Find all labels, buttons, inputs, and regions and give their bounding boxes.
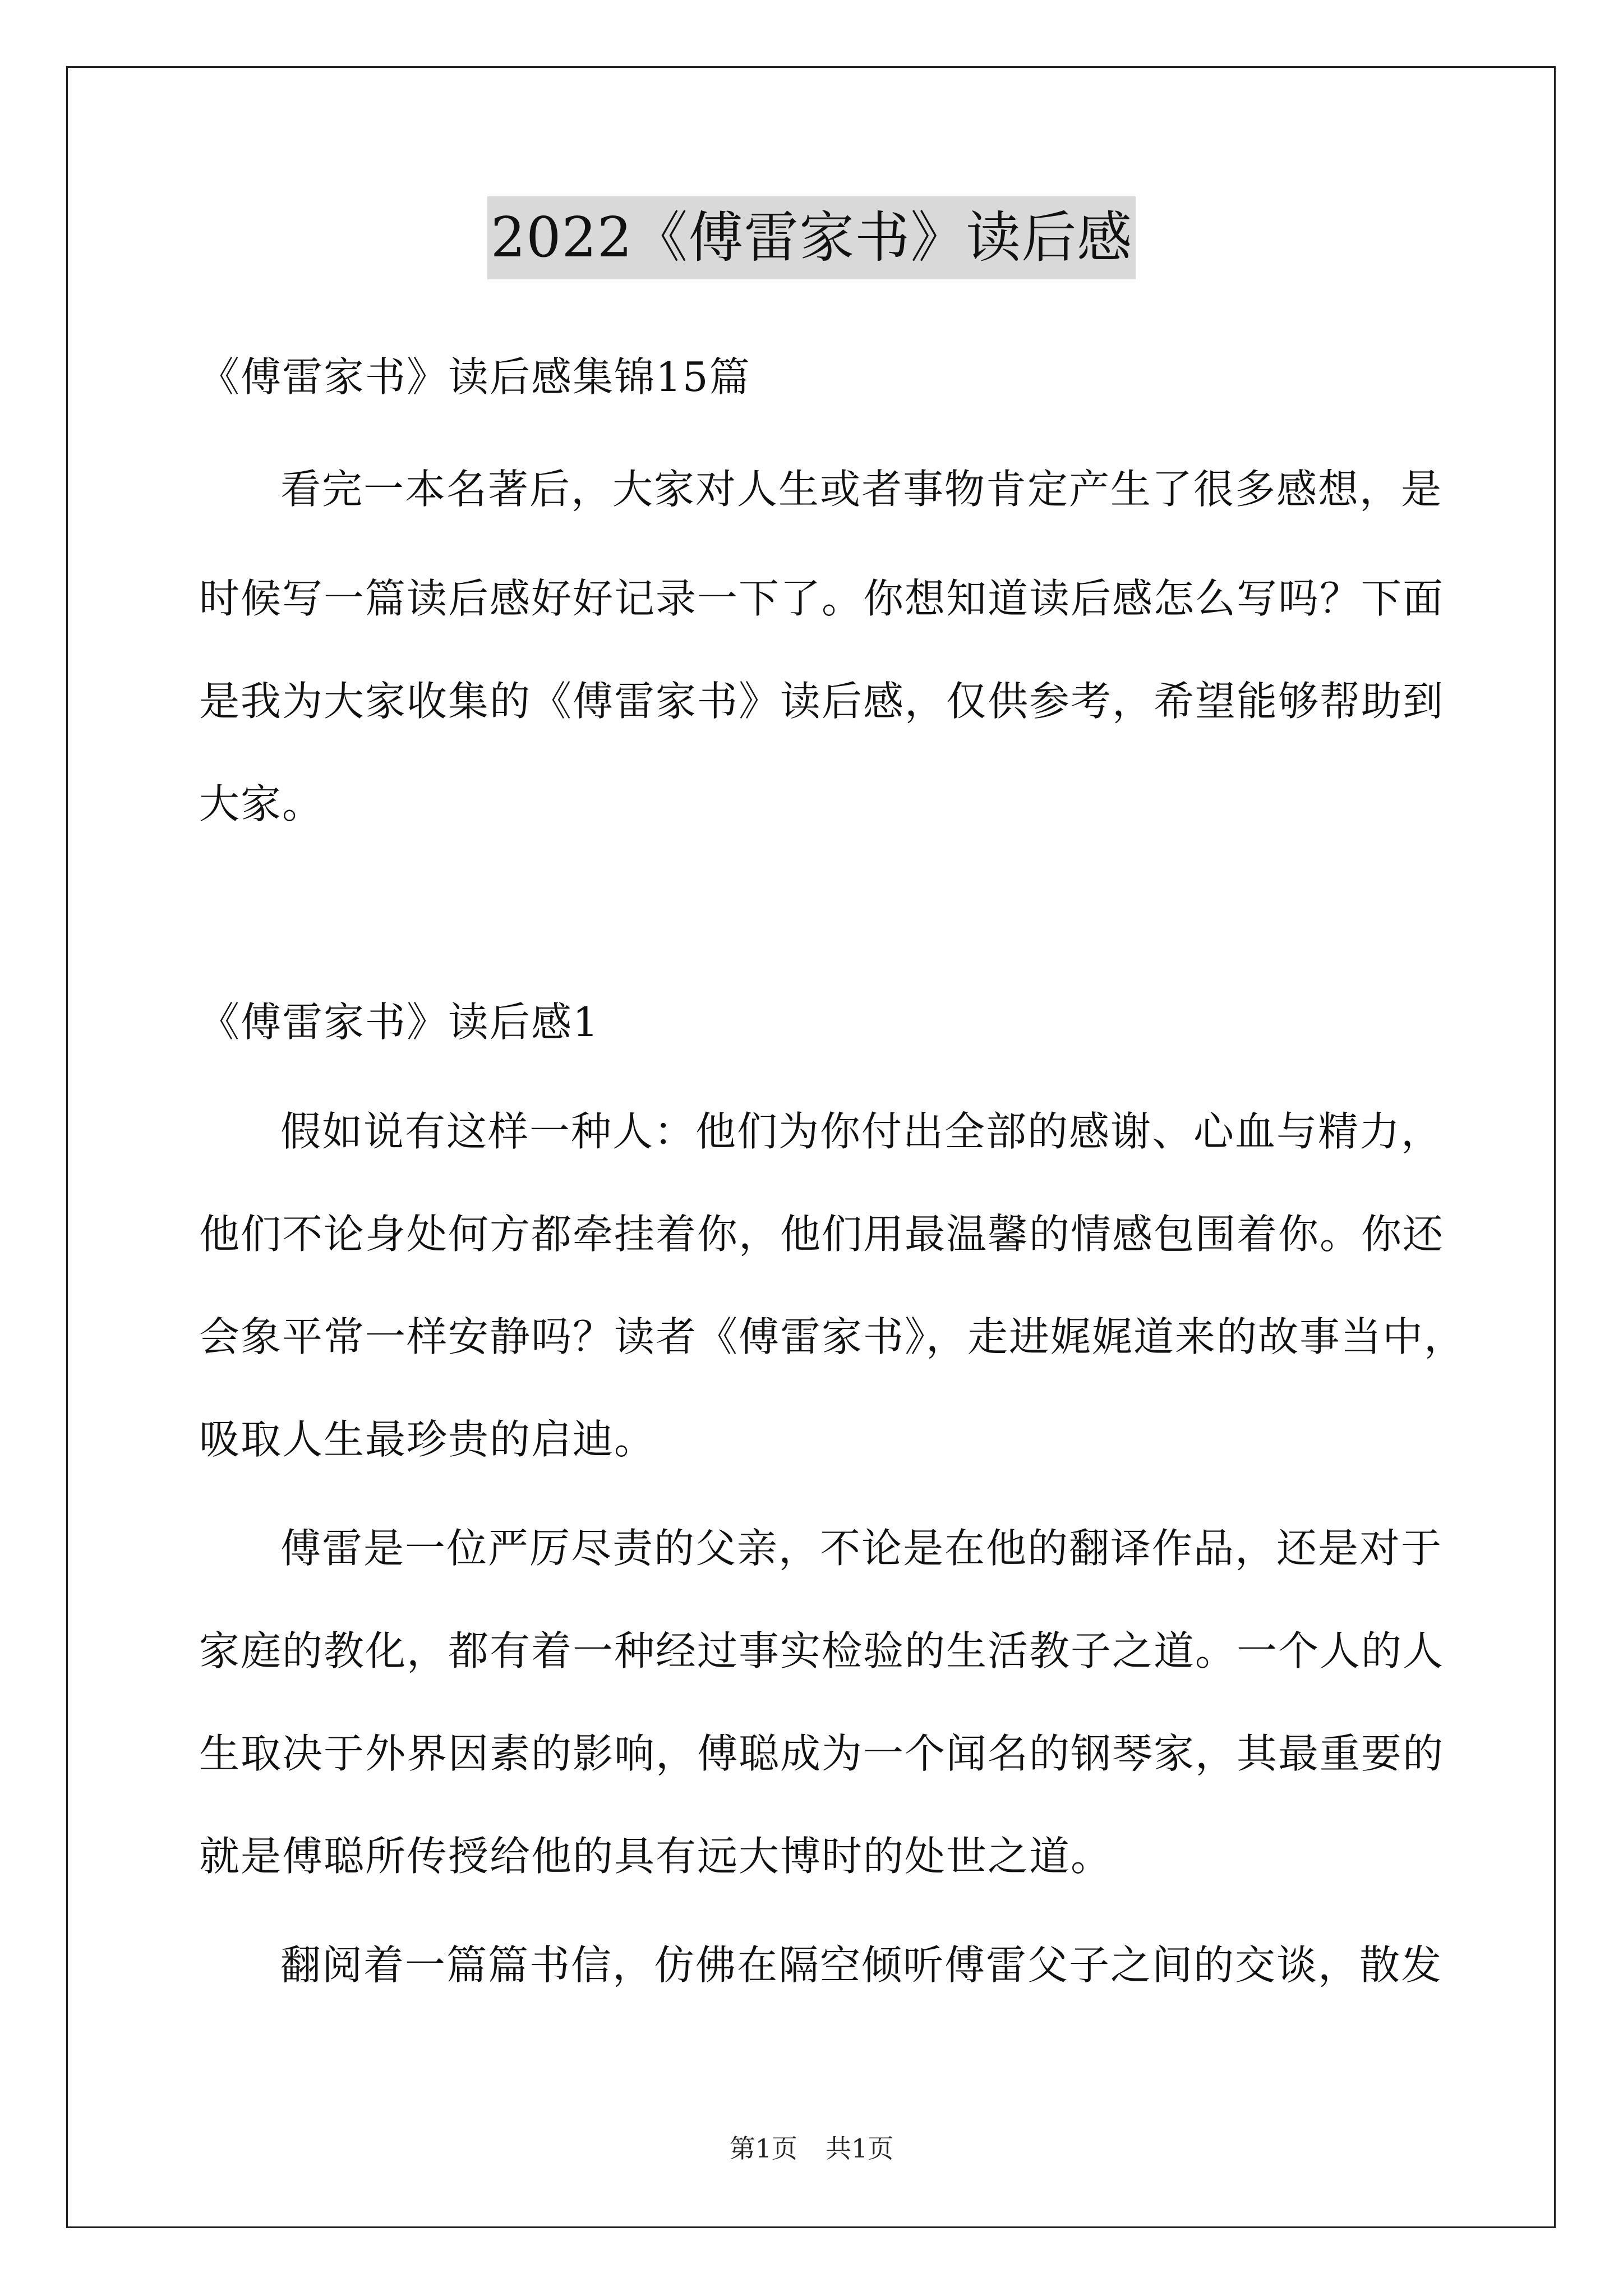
page-total: 共1页 <box>826 2133 894 2164</box>
paragraph2-line-2: 家庭的教化，都有着一种经过事实检验的生活教子之道。一个人的人 <box>199 1627 1445 1674</box>
page-footer <box>0 2132 1623 2165</box>
paragraph2-line-4: 就是傅聪所传授给他的具有远大博时的处世之道。 <box>199 1833 1113 1880</box>
section-heading: 《傅雷家书》读后感1 <box>199 999 600 1046</box>
intro-line-4: 大家。 <box>199 780 324 827</box>
intro-line-3: 是我为大家收集的《傅雷家书》读后感，仅供参考，希望能够帮助到 <box>199 678 1445 725</box>
document-title: 2022《傅雷家书》读后感 <box>487 196 1136 279</box>
intro-line-2: 时候写一篇读后感好好记录一下了。你想知道读后感怎么写吗？下面 <box>199 575 1445 622</box>
intro-line-1: 看完一本名著后，大家对人生或者事物肯定产生了很多感想，是 <box>280 466 1443 513</box>
paragraph1-line-1: 假如说有这样一种人：他们为你付出全部的感谢、心血与精力， <box>280 1108 1443 1155</box>
title-container <box>0 196 1623 279</box>
paragraph2-line-3: 生取决于外界因素的影响，傅聪成为一个闻名的钢琴家，其最重要的 <box>199 1730 1445 1777</box>
page-number: 第1页 <box>729 2133 797 2164</box>
paragraph3-line-1: 翻阅着一篇篇书信，仿佛在隔空倾听傅雷父子之间的交谈，散发 <box>280 1941 1443 1989</box>
paragraph2-line-1: 傅雷是一位严厉尽责的父亲，不论是在他的翻译作品，还是对于 <box>280 1525 1443 1572</box>
paragraph1-line-2: 他们不论身处何方都牵挂着你，他们用最温馨的情感包围着你。你还 <box>199 1211 1445 1258</box>
paragraph1-line-4: 吸取人生最珍贵的启迪。 <box>199 1416 656 1463</box>
paragraph1-line-3: 会象平常一样安静吗？读者《傅雷家书》，走进娓娓道来的故事当中， <box>199 1313 1466 1360</box>
document-subtitle: 《傅雷家书》读后感集锦15篇 <box>199 353 751 401</box>
